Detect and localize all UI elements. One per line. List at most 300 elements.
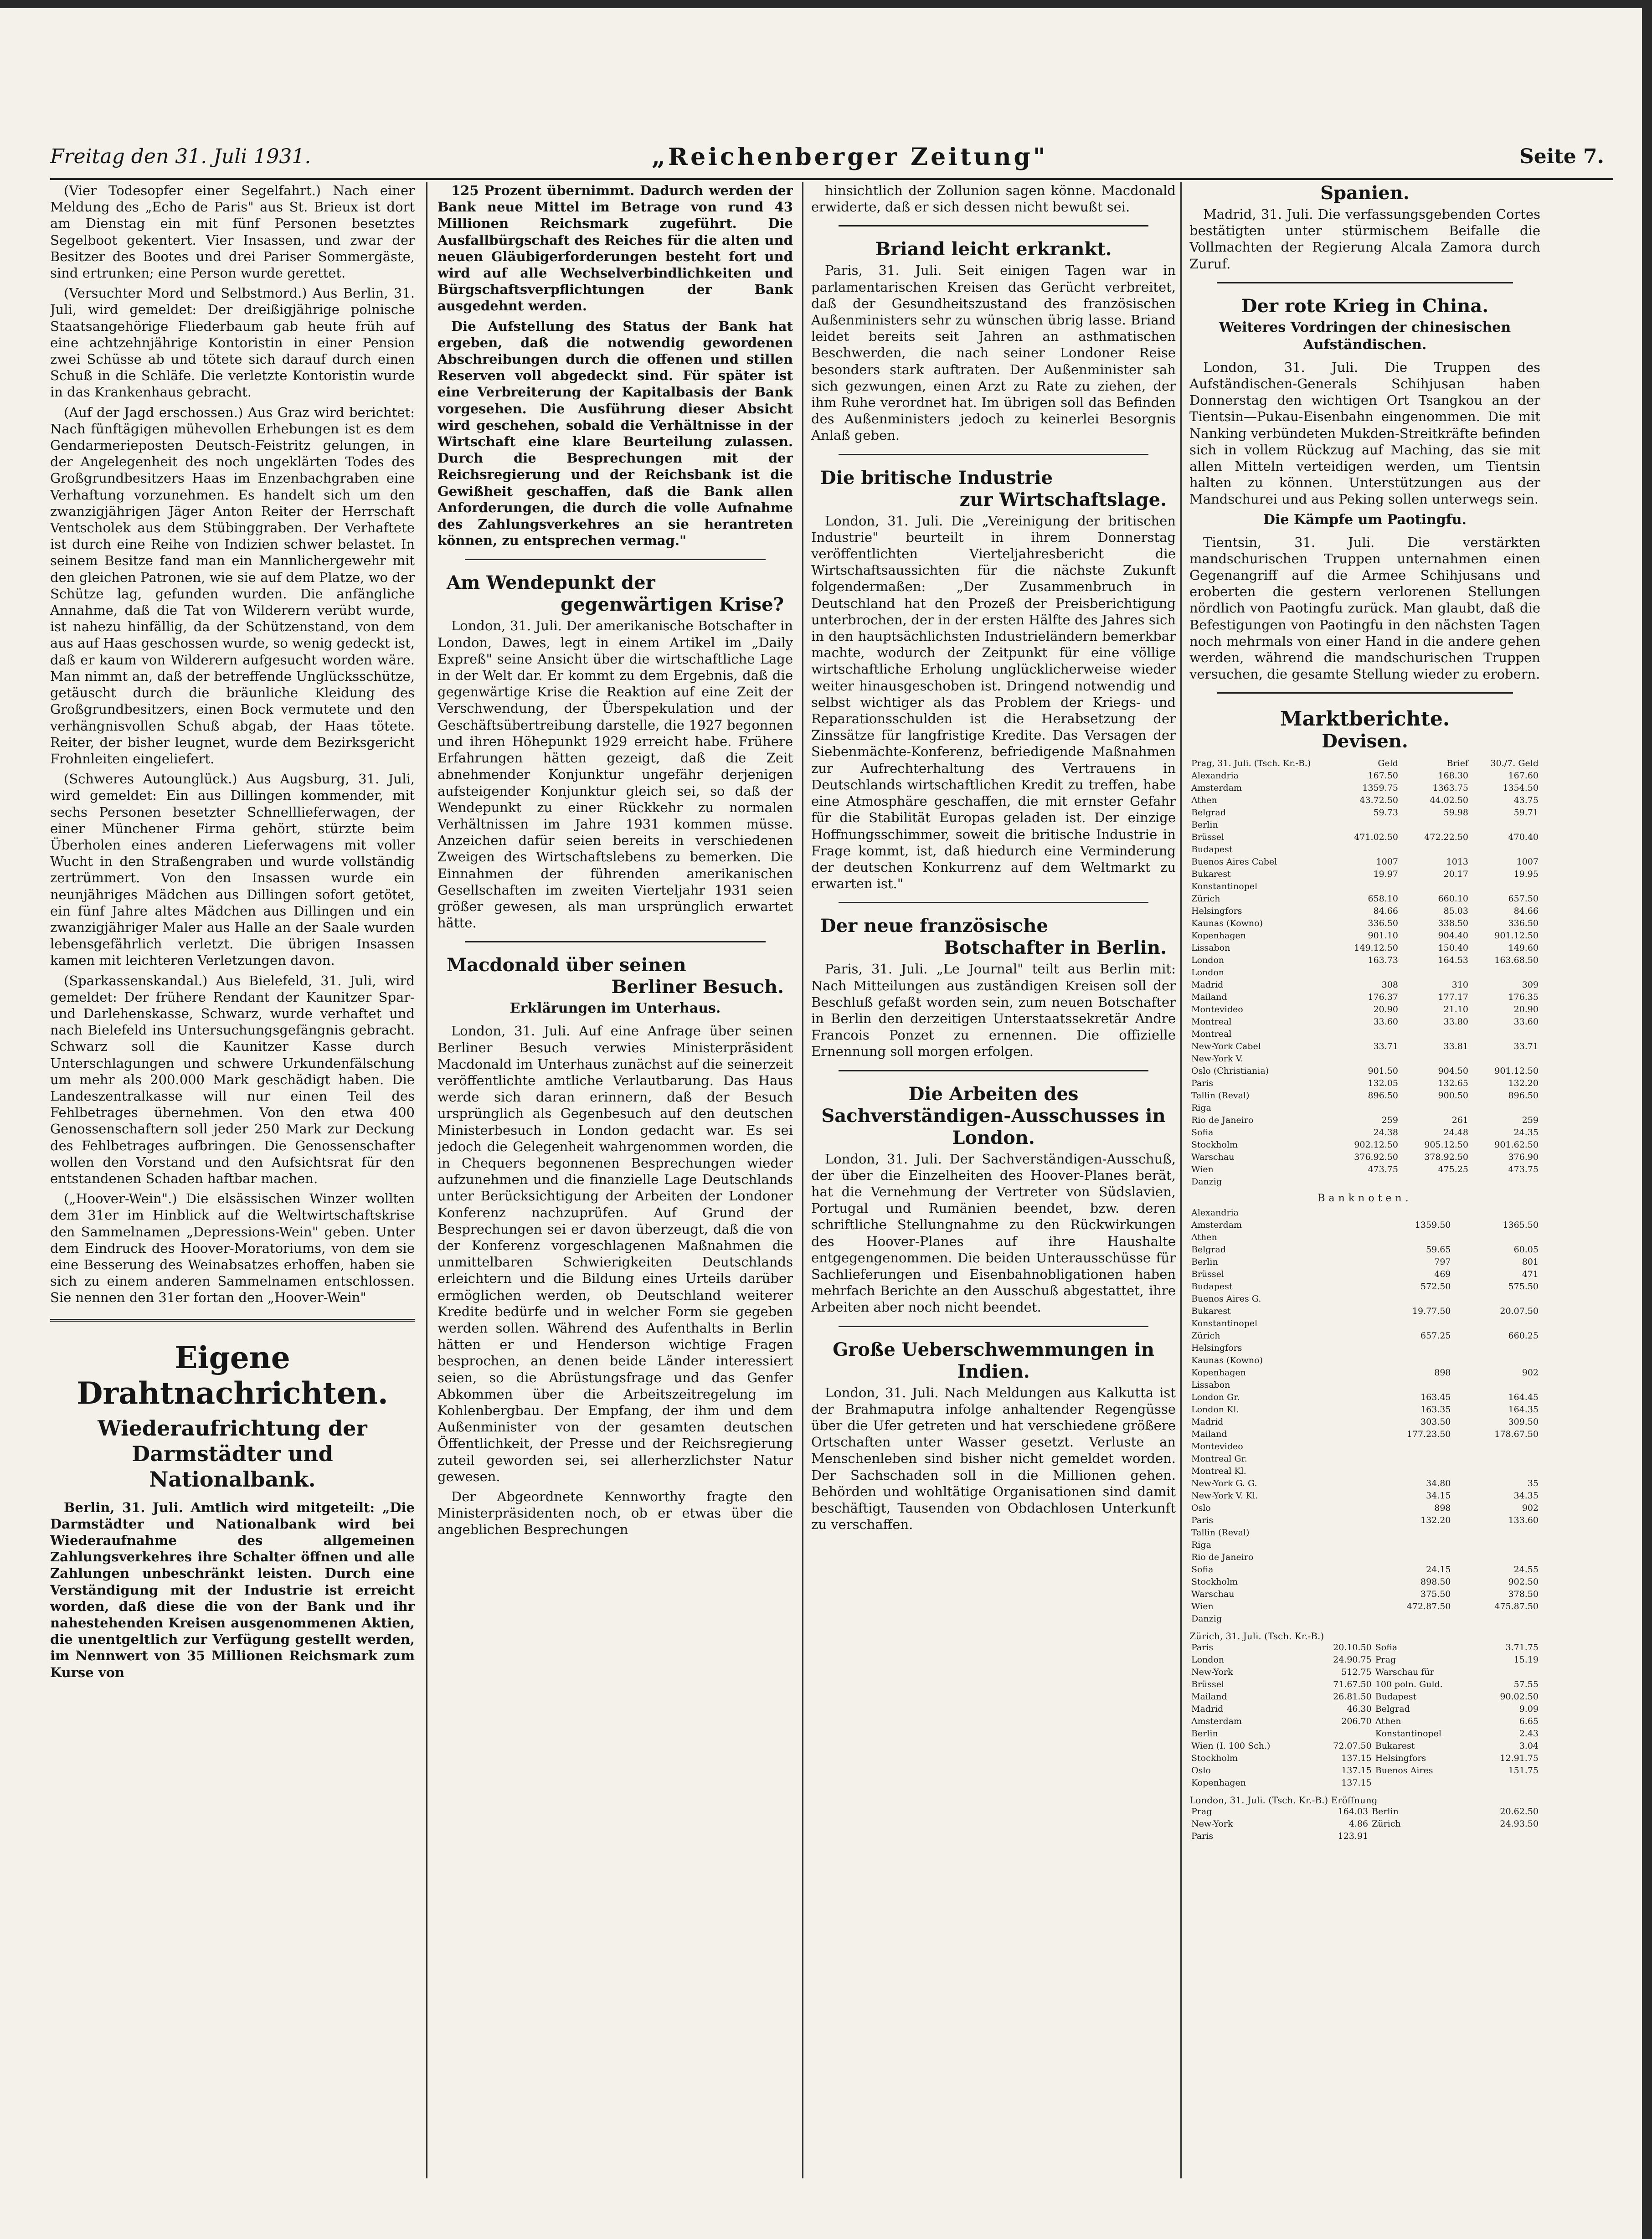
table-cell: Paris (1191, 1831, 1214, 1842)
table-cell: Tallin (Reval) (1191, 1528, 1250, 1538)
devisen-table (1189, 757, 1540, 1188)
table-cell: Brüssel (1191, 832, 1225, 843)
table-cell (1330, 1028, 1400, 1040)
table-cell: Danzig (1191, 1177, 1222, 1187)
table-cell: Zürich (1372, 1819, 1401, 1829)
table-cell: 310 (1451, 980, 1468, 990)
table-cell: 472.22.50 (1424, 832, 1468, 843)
devisen-row (1189, 807, 1540, 819)
table-cell: 24.55 (1513, 1565, 1539, 1575)
table-cell: Mailand (1191, 992, 1227, 1003)
table-cell: Kopenhagen (1191, 1368, 1246, 1378)
table-cell: 904.50 (1438, 1066, 1468, 1076)
table-cell: 473.75 (1508, 1164, 1539, 1175)
table-cell: 905.12.50 (1424, 1140, 1468, 1150)
table-cell: 33.71 (1513, 1041, 1539, 1052)
table-cell: Amsterdam (1191, 783, 1242, 793)
table-cell: Montreal (1191, 1017, 1232, 1027)
article-darmstaedter-status: Die Aufstellung des Status der Bank hat ergeben, daß die notwendig gewordenen Abschreibungen durch die offenen und stillen Reserven voll abgedeckt sind. Für später ist eine Verbreiterung der Kapitalbasis der Bank vorgesehen. Die Ausführung dieser Absicht wird geschehen, sobald die Verhältnisse in der Wirtschaft eine klare Beurteilung zulassen. Durch die Besprechungen mit der Reichsregierung und der Reichsbank ist die Gewißheit geschaffen, daß die Bank allen Anforderungen, die durch die volle Aufnahme des Zahlungsverkehres an sie herantreten können, zu entsprechen vermag." (437, 318, 793, 549)
table-cell: Lissabon (1191, 1380, 1230, 1390)
table-cell: 20.17 (1443, 869, 1468, 880)
table-cell: Kopenhagen (1191, 931, 1246, 941)
table-cell: Zürich (1191, 894, 1220, 904)
table-cell: 896.50 (1508, 1091, 1539, 1101)
devisen-row (1189, 917, 1540, 930)
table-cell: 1363.75 (1432, 783, 1468, 793)
london-row (1189, 1818, 1540, 1830)
table-cell: Berlin (1191, 1257, 1218, 1267)
table-cell: 164.45 (1508, 1392, 1539, 1403)
table-cell: 33.60 (1373, 1017, 1398, 1027)
table-cell: 901.10 (1368, 931, 1398, 941)
table-cell: 904.40 (1438, 931, 1468, 941)
devisen-row (1189, 856, 1540, 868)
table-cell: 46.30 (1347, 1704, 1372, 1714)
table-cell: 59.65 (1426, 1245, 1451, 1255)
banknoten-row (1189, 1613, 1540, 1625)
table-cell: 378.50 (1508, 1589, 1539, 1600)
banknoten-row (1189, 1441, 1540, 1453)
divider (839, 1070, 1148, 1071)
table-cell: Oslo (Christiania) (1191, 1066, 1269, 1076)
divider (839, 454, 1148, 455)
table-cell: 660.10 (1438, 894, 1468, 904)
article-botschafter: Paris, 31. Juli. „Le Journal" teilt aus Berlin mit: Nach Mitteilungen aus zuständigen Kreisen soll der Beschluß gefaßt worden sein, zum neuen Botschafter in Berlin den derzeitigen Unterstaatssekretär Andre Francois Ponzet zu ernennen. Die offizielle Ernennung soll morgen erfolgen. (811, 961, 1176, 1060)
article-wendepunkt: London, 31. Juli. Der amerikanische Botschafter in London, Dawes, legt in einem Artikel im „Daily Expreß" seine Ansicht über die wirtschaftliche Lage in der Welt dar. Er kommt zu dem Ergebnis, daß die gegenwärtige Krise die Reaktion auf eine Zeit der Verschwendung, der Überspekulation und der Geschäftsübertreibung darstelle, die 1927 begonnen und ihren Höhepunkt 1929 erreicht habe. Frühere Erfahrungen hätten gezeigt, daß die Zeit abnehmender Konjunktur ungefähr derjenigen aufsteigender Konjunktur gleich sei, so daß der Wendepunkt zu einer Rückkehr zu normalen Verhältnissen im Jahre 1931 kommen müsse. Anzeichen dafür seien bereits in verschiedenen Zweigen des Wirtschaftslebens zu bemerken. Die Einnahmen der führenden amerikanischen Gesellschaften im zweiten Vierteljahr 1931 seien größer gewesen, als man ursprünglich erwartet hätte. (437, 618, 793, 931)
table-cell: 21.10 (1443, 1004, 1468, 1015)
table-cell: Athen (1191, 795, 1217, 806)
table-cell: 901.50 (1368, 1066, 1398, 1076)
table-cell (1478, 1666, 1540, 1678)
table-cell: 336.50 (1368, 918, 1398, 929)
table-cell: 375.50 (1420, 1589, 1451, 1600)
table-cell: Danzig (1191, 1614, 1222, 1624)
table-cell: 259 (1381, 1115, 1398, 1126)
table-cell: 376.92.50 (1354, 1152, 1398, 1163)
article-ueberschwemmungen: London, 31. Juli. Nach Meldungen aus Kalkutta ist der Brahmaputra infolge anhaltender Regengüsse über die Ufer getreten und hat verschiedene größere Ortschaften unter Wasser gesetzt. Verluste an Menschenleben sind bisher nicht gemeldet worden. Der Sachschaden soll in die Millionen gehen. Behörden und wohltätige Organisationen sind damit beschäftigt, Tausenden von Obdachlosen Unterkunft zu verschaffen. (811, 1385, 1176, 1533)
table-cell: Wien (I. 100 Sch.) (1191, 1741, 1271, 1751)
subheadline-unterhaus: Erklärungen im Unterhaus. (509, 1000, 721, 1017)
banknoten-row (1189, 1354, 1540, 1367)
table-cell (1400, 880, 1470, 893)
table-cell: 1007 (1516, 857, 1539, 867)
table-cell: 901.12.50 (1494, 931, 1539, 941)
table-cell: 149.12.50 (1354, 943, 1398, 953)
banknoten-row (1189, 1379, 1540, 1391)
table-cell: Montevideo (1191, 1441, 1243, 1452)
devisen-row (1189, 1139, 1540, 1151)
banknoten-row (1189, 1576, 1540, 1588)
table-cell: 20.90 (1513, 1004, 1539, 1015)
zurich-row (1189, 1715, 1540, 1728)
devisen-row (1189, 1176, 1540, 1188)
table-cell: 20.62.50 (1500, 1807, 1539, 1817)
table-cell (1400, 1102, 1470, 1114)
table-cell: 378.92.50 (1424, 1152, 1468, 1163)
devisen-row (1189, 1004, 1540, 1016)
table-cell: 206.70 (1341, 1716, 1372, 1727)
table-cell: 20.90 (1373, 1004, 1398, 1015)
banknoten-row (1189, 1502, 1540, 1514)
table-cell: 123.91 (1338, 1831, 1369, 1842)
table-cell: 902.50 (1508, 1577, 1539, 1587)
banknoten-row (1189, 1305, 1540, 1318)
table-cell: 901.12.50 (1494, 1066, 1539, 1076)
table-cell: 376.90 (1508, 1152, 1539, 1163)
table-cell (1330, 1102, 1400, 1114)
banknoten-row (1189, 1281, 1540, 1293)
table-cell: New-York V. (1191, 1054, 1243, 1064)
table-cell (1453, 1342, 1541, 1354)
table-cell: Alexandria (1191, 771, 1239, 781)
table-cell: Wien (1191, 1164, 1214, 1175)
devisen-row (1189, 1016, 1540, 1028)
table-cell: 657.50 (1508, 894, 1539, 904)
table-cell: 43.72.50 (1359, 795, 1398, 806)
table-cell: Konstantinopel (1191, 1318, 1258, 1329)
divider (50, 1319, 415, 1322)
table-cell (1365, 1441, 1453, 1453)
headline-spanien: Spanien. (1320, 182, 1410, 204)
devisen-row (1189, 1077, 1540, 1090)
table-cell: London (1191, 955, 1225, 966)
table-cell: Lissabon (1191, 943, 1230, 953)
table-cell: 472.87.50 (1406, 1601, 1451, 1612)
table-cell: Kaunas (Kowno) (1191, 918, 1263, 929)
table-cell (1330, 967, 1400, 979)
table-cell: 163.68.50 (1494, 955, 1539, 966)
table-cell: 85.03 (1443, 906, 1468, 916)
devisen-row (1189, 880, 1540, 893)
article-hoover-wein: („Hoover-Wein".) Die elsässischen Winzer wollten dem 31er im Hinblick auf die Weltwirtschaftskrise den Sammelnamen „Depressions-Wein" geben. Unter dem Eindruck des Hoover-Moratoriums, von dem sie eine Besserung des Weinabsatzes erhoffen, haben sie sich zu einem anderen Sammelnamen entschlossen. Sie nennen den 31er fortan den „Hoover-Wein" (50, 1191, 415, 1306)
table-cell: 471.02.50 (1354, 832, 1398, 843)
column-rule (802, 182, 803, 2178)
table-cell (1365, 1342, 1453, 1354)
table-cell (1365, 1354, 1453, 1367)
banknoten-row (1189, 1539, 1540, 1551)
table-cell: 902.12.50 (1354, 1140, 1398, 1150)
table-cell: 43.75 (1513, 795, 1539, 806)
table-cell: 19.97 (1373, 869, 1398, 880)
table-cell (1470, 1053, 1540, 1065)
banknoten-row (1189, 1219, 1540, 1231)
devisen-row (1189, 893, 1540, 905)
table-cell: 90.02.50 (1500, 1692, 1539, 1702)
headline-briand: Briand leicht erkrankt. (875, 238, 1112, 260)
table-cell (1330, 880, 1400, 893)
article-macdonald: London, 31. Juli. Auf eine Anfrage über seinen Berliner Besuch verwies Ministerpräsident Macdonald im Unterhaus zunächst auf die seinerzeit veröffentlichte amtliche Verlautbarung. Das Haus werde sich daran erinnern, daß der Besuch ursprünglich als Gegenbesuch auf den deutschen Ministerbesuch in London gedacht war. Es sei jedoch die Gelegenheit wahrgenommen worden, die in Chequers begonnenen Besprechungen wieder aufzunehmen und die finanzielle Lage Deutschlands unter Berücksichtigung der Arbeiten der Londoner Konferenz nachzuprüfen. Auf Grund der Besprechungen sei er davon überzeugt, daß die von der Konferenz vorgeschlagenen Maßnahmen die unmittelbaren Schwierigkeiten Deutschlands erleichtern und die Bildung eines Urteils darüber ermöglichen werden, ob Deutschland weiterer Kredite bedürfe und in welcher Form sie gegeben werden sollen. Während des Aufenthalts in Berlin hätten er und Henderson wichtige Fragen besprochen, an denen beide Länder interessiert seien, so die Abrüstungsfrage und das Genfer Abkommen über die Arbeitszeitregelung im Kohlenbergbau. Der Empfang, der ihm und dem Außenminister von der gesamten deutschen Öffentlichkeit, der Presse und der Reichsregierung zuteil geworden sei, sei allerherzlichster Natur gewesen. (437, 1023, 793, 1484)
table-cell: 132.05 (1368, 1078, 1398, 1089)
zurich-row (1189, 1654, 1540, 1666)
table-cell: 20.10.50 (1333, 1642, 1372, 1653)
table-cell: Athen (1375, 1716, 1401, 1727)
banknoten-row (1189, 1453, 1540, 1465)
divider (1217, 282, 1513, 283)
table-cell: Montreal Kl. (1191, 1466, 1246, 1477)
table-cell: 24.93.50 (1500, 1819, 1539, 1829)
article-spanien: Madrid, 31. Juli. Die verfassungsgebenden Cortes bestätigten unter stürmischem Beifalle die Vollmachten der Regierung Alcala Zamora durch Zuruf. (1189, 206, 1540, 272)
divider (839, 1326, 1148, 1327)
table-cell: 801 (1522, 1257, 1539, 1267)
devisen-row (1189, 1163, 1540, 1176)
table-cell: 898 (1434, 1503, 1451, 1513)
table-cell: New-York (1191, 1819, 1233, 1829)
table-cell (1453, 1207, 1541, 1219)
table-cell: 164.53 (1438, 955, 1468, 966)
section-title: Eigene Drahtnachrichten. (77, 1339, 388, 1411)
table-cell (1400, 1028, 1470, 1040)
table-cell: Montreal Gr. (1191, 1454, 1247, 1464)
table-cell: Mailand (1191, 1692, 1227, 1702)
table-cell: Helsingfors (1191, 906, 1242, 916)
market-subtitle: Devisen. (1322, 731, 1408, 752)
table-cell: 1007 (1376, 857, 1398, 867)
table-cell: Prag (1191, 1807, 1212, 1817)
banknoten-row (1189, 1293, 1540, 1305)
table-cell: Athen (1191, 1232, 1217, 1243)
devisen-row (1189, 930, 1540, 942)
table-cell (1453, 1613, 1541, 1625)
table-cell: 33.81 (1443, 1041, 1468, 1052)
table-cell: Amsterdam (1191, 1716, 1242, 1727)
table-cell (1453, 1527, 1541, 1539)
table-cell: New-York V. Kl. (1191, 1491, 1258, 1501)
table-cell: 19.95 (1513, 869, 1539, 880)
table-cell: 24.38 (1373, 1127, 1398, 1138)
table-cell: 164.35 (1508, 1405, 1539, 1415)
banknoten-row (1189, 1256, 1540, 1268)
article-jagd: (Auf der Jagd erschossen.) Aus Graz wird berichtet: Nach fünftägigen mühevollen Erhebungen ist es dem Gendarmerieposten Deutsch-Feistritz gelungen, in der Angelegenheit des noch ungeklärten Todes des Großgrundbesitzers Haas im Enzenbachgraben eine Verhaftung vorzunehmen. Es handelt sich um den zwanzigjährigen Jäger Anton Reiter der Herrschaft Ventscholek aus dem Stübinggraben. Der Verhaftete ist durch eine Reihe von Indizien schwer belastet. In seinem Besitze fand man ein Mannlichergewehr mit den gleichen Patronen, wie sie auf dem Platze, wo der Schütze lag, gefunden wurden. Die anfängliche Annahme, daß die Tat von Wilderern verübt wurde, ist nahezu hinfällig, da der Schützenstand, von dem aus auf Haas geschossen wurde, so wenig gedeckt ist, daß er kaum von Wilderern aufgesucht worden wäre. Man nimmt an, daß der betreffende Unglücksschütze, getäuscht durch die bräunliche Kleidung des Großgrundbesitzers, einen Bock vermutete und den verhängnisvollen Schuß abgab, der Haas tötete. Reiter, der bisher leugnet, wurde dem Bezirksgericht Frohnleiten eingeliefert. (50, 404, 415, 767)
table-cell (1330, 1053, 1400, 1065)
table-cell: 133.60 (1508, 1515, 1539, 1526)
table-cell: Riga (1191, 1540, 1211, 1550)
zurich-header: Zürich, 31. Juli. (Tsch. Kr.-B.) (1189, 1631, 1324, 1642)
banknoten-row (1189, 1490, 1540, 1502)
table-cell (1400, 1053, 1470, 1065)
masthead: „Reichenberger Zeitung" (652, 143, 1048, 171)
zurich-row (1189, 1777, 1540, 1789)
table-cell (1400, 819, 1470, 831)
table-cell (1470, 1176, 1540, 1188)
table-cell: Belgrad (1191, 1245, 1226, 1255)
subheadline-paotingfu: Die Kämpfe um Paotingfu. (1263, 511, 1467, 528)
table-cell (1370, 1830, 1444, 1843)
table-cell: 24.35 (1513, 1127, 1539, 1138)
table-cell: 12.91.75 (1500, 1753, 1539, 1764)
table-cell (1453, 1441, 1541, 1453)
zurich-row (1189, 1728, 1540, 1740)
table-cell: Sofia (1375, 1642, 1398, 1653)
table-cell (1365, 1527, 1453, 1539)
table-cell (1453, 1354, 1541, 1367)
devisen-row (1189, 1090, 1540, 1102)
table-cell: Warschau (1191, 1152, 1235, 1163)
table-cell: Alexandria (1191, 1208, 1239, 1218)
table-cell (1365, 1293, 1453, 1305)
table-cell: Buenos Aires (1375, 1765, 1433, 1776)
table-cell: 84.66 (1513, 906, 1539, 916)
table-cell: 6.65 (1519, 1716, 1539, 1727)
table-cell: 34.80 (1426, 1478, 1451, 1489)
table-cell: 100 poln. Guld. (1375, 1679, 1443, 1690)
table-cell: Belgrad (1375, 1704, 1410, 1714)
table-cell (1470, 844, 1540, 856)
table-cell: 33.60 (1513, 1017, 1539, 1027)
london-table (1189, 1806, 1540, 1843)
table-cell: 163.45 (1420, 1392, 1451, 1403)
devisen-row (1189, 794, 1540, 807)
banknoten-row (1189, 1551, 1540, 1564)
table-cell: 163.35 (1420, 1405, 1451, 1415)
table-cell (1374, 1777, 1478, 1789)
headline-ueberschwemmungen: Große Ueberschwemmungen in Indien. (833, 1338, 1154, 1382)
table-cell: 2.43 (1519, 1729, 1539, 1739)
banknoten-row (1189, 1367, 1540, 1379)
table-cell: 575.50 (1508, 1282, 1539, 1292)
devisen-row (1189, 770, 1540, 782)
devisen-row (1189, 844, 1540, 856)
table-cell (1365, 1453, 1453, 1465)
london-row (1189, 1830, 1540, 1843)
article-briand: Paris, 31. Juli. Seit einigen Tagen war in parlamentarischen Kreisen das Gerücht verbreitet, daß der Gesundheitszustand des französischen Außenministers sehr zu wünschen übrig lasse. Briand leidet bereits seit Jahren an asthmatischen Beschwerden, die nach seiner Londoner Reise besonders stark auftraten. Der Außenminister sah sich gezwungen, einen Arzt zu Rate zu ziehen, der ihm Ruhe verordnet hat. Im übrigen soll das Befinden des Außenministers jedoch zu keinerlei Besorgnis Anlaß geben. (811, 263, 1176, 443)
page-header (50, 137, 1613, 180)
table-cell: 475.87.50 (1494, 1601, 1539, 1612)
banknoten-row (1189, 1404, 1540, 1416)
devisen-row (1189, 819, 1540, 831)
table-cell: 84.66 (1373, 906, 1398, 916)
article-mord: (Versuchter Mord und Selbstmord.) Aus Berlin, 31. Juli, wird gemeldet: Der dreißigjährige polnische Staatsangehörige Fliederbaum gab heute früh auf eine achtzehnjährige Kontoristin in einer Pension zwei Schüsse ab und tötete sich darauf durch einen Schuß in die Schläfe. Die verletzte Kontoristin wurde in das Krankenhaus gebracht. (50, 285, 415, 400)
table-cell: Montreal (1191, 1029, 1232, 1040)
table-cell: London (1191, 1655, 1225, 1665)
table-cell: Riga (1191, 1103, 1211, 1113)
table-cell: 167.60 (1508, 771, 1539, 781)
table-cell: 658.10 (1368, 894, 1398, 904)
table-cell: Helsingfors (1375, 1753, 1426, 1764)
table-cell (1365, 1318, 1453, 1330)
table-cell: 261 (1451, 1115, 1468, 1126)
table-cell: Paris (1191, 1642, 1214, 1653)
table-cell: 259 (1522, 1115, 1539, 1126)
table-cell (1453, 1379, 1541, 1391)
banknoten-table (1189, 1207, 1540, 1625)
divider (465, 941, 766, 942)
devisen-row (1189, 1053, 1540, 1065)
table-cell: Buenos Aires G. (1191, 1294, 1261, 1304)
table-cell: 178.67.50 (1494, 1429, 1539, 1440)
table-cell: Budapest (1191, 1282, 1233, 1292)
table-cell: 4.86 (1348, 1819, 1369, 1829)
table-cell: 1359.75 (1362, 783, 1398, 793)
table-cell: Warschau (1191, 1589, 1235, 1600)
banknoten-row (1189, 1244, 1540, 1256)
table-cell (1453, 1453, 1541, 1465)
table-cell: Madrid (1191, 1704, 1224, 1714)
banknoten-row (1189, 1465, 1540, 1477)
headline-sachverstaendige: Die Arbeiten des Sachverständigen-Ausschusses in London. (821, 1083, 1166, 1148)
table-cell: 59.71 (1513, 808, 1539, 818)
table-cell: 137.15 (1341, 1753, 1372, 1764)
table-cell (1453, 1551, 1541, 1564)
table-cell: London Gr. (1191, 1392, 1240, 1403)
table-cell (1453, 1293, 1541, 1305)
table-cell: Kaunas (Kowno) (1191, 1355, 1263, 1366)
table-cell: 176.37 (1368, 992, 1398, 1003)
headline-botschafter: Der neue französische Botschafter in Berlin. (820, 915, 1167, 959)
table-cell (1330, 844, 1400, 856)
table-cell: 132.65 (1438, 1078, 1468, 1089)
table-cell: 151.75 (1508, 1765, 1539, 1776)
banknoten-row (1189, 1588, 1540, 1601)
table-cell (1400, 844, 1470, 856)
devisen-row (1189, 1102, 1540, 1114)
table-cell: Warschau für (1375, 1667, 1434, 1678)
table-cell: 19.77.50 (1412, 1306, 1451, 1317)
table-cell (1330, 819, 1400, 831)
table-cell: Paris (1191, 1078, 1214, 1089)
table-cell (1470, 1028, 1540, 1040)
table-cell: 132.20 (1420, 1515, 1451, 1526)
table-cell: 9.09 (1519, 1704, 1539, 1714)
devisen-row (1189, 1040, 1540, 1053)
table-cell: Madrid (1191, 1417, 1224, 1427)
table-cell: 475.25 (1438, 1164, 1468, 1175)
table-cell: 44.02.50 (1430, 795, 1468, 806)
article-sparkasse: (Sparkassenskandal.) Aus Bielefeld, 31. Juli, wird gemeldet: Der frühere Rendant der Kaunitzer Spar- und Darlehenskasse, Schwarz, wurde verhaftet und nach Bielefeld ins Untersuchungsgefängnis gebracht. Schwarz soll die Kaunitzer Kasse durch Unterschlagungen und schwere Urkundenfälschung um mehr als 200.000 Mark geschädigt haben. Die Landeszentralkasse will nur einen Teil des Fehlbetrages übernehmen. Von den etwa 400 Genossenschaftern soll jeder 250 Mark zur Deckung des Fehlbetrages aufbringen. Die Genossenschafter wollen den Vorstand und den Aufsichtsrat für den entstandenen Schaden haftbar machen. (50, 973, 415, 1186)
banknoten-row (1189, 1342, 1540, 1354)
table-cell: 34.35 (1513, 1491, 1539, 1501)
table-cell (1453, 1465, 1541, 1477)
table-cell: 896.50 (1368, 1091, 1398, 1101)
table-cell: 470.40 (1508, 832, 1539, 843)
table-cell: 57.55 (1513, 1679, 1539, 1690)
table-cell: 33.80 (1443, 1017, 1468, 1027)
table-cell (1365, 1207, 1453, 1219)
devisen-row (1189, 831, 1540, 844)
table-cell: Kopenhagen (1191, 1778, 1246, 1788)
banknoten-row (1189, 1416, 1540, 1428)
scan-edge-top (0, 0, 1652, 8)
devisen-row (1189, 942, 1540, 954)
devisen-row (1189, 905, 1540, 917)
table-cell: Buenos Aires Cabel (1191, 857, 1277, 867)
table-cell: 33.71 (1373, 1041, 1398, 1052)
table-cell: Zürich (1191, 1331, 1220, 1341)
article-china: London, 31. Juli. Die Truppen des Aufständischen-Generals Schihjusan haben Donnerstag den wichtigen Ort Tsangkou an der Tientsin—Pukau-Eisenbahn eingenommen. Die mit Nanking verbündeten Mukden-Streitkräfte befinden sich in vollem Rückzug auf Maching, das sie mit allen Mitteln verteidigen werden, um Tientsin halten zu können. Unterstützungen aus der Mandschurei und aus Peking sollen unterwegs sein. (1189, 359, 1540, 507)
banknoten-row (1189, 1564, 1540, 1576)
table-cell (1400, 967, 1470, 979)
table-cell: Konstantinopel (1375, 1729, 1441, 1739)
column-rule (1180, 182, 1182, 2178)
table-cell: Oslo (1191, 1765, 1211, 1776)
table-cell: 15.19 (1513, 1655, 1539, 1665)
table-cell (1365, 1465, 1453, 1477)
market-title: Marktberichte. (1280, 707, 1450, 731)
table-cell: 660.25 (1508, 1331, 1539, 1341)
article-britische-industrie: London, 31. Juli. Die „Vereinigung der britischen Industrie" beurteilt in ihrem Donnerstag veröffentlichten Vierteljahresbericht die Wirtschaftsaussichten für die nächste Zukunft folgendermaßen: „Der Zusammenbruch in Deutschland hat den Prozeß der Preisberichtigung unterbrochen, der in der ersten Hälfte des Jahres sich in den hauptsächlichsten Industrieländern bemerkbar machte, wodurch der Zeitpunkt für eine völlige wirtschaftliche Erholung unglücklicherweise wieder weiter hinausgeschoben ist. Dringend notwendig und selbst wichtiger als das Problem der Kriegs- und Reparationsschulden ist die Herabsetzung der Zinssätze für langfristige Kredite. Das Versagen der Siebenmächte-Konferenz, befriedigende Maßnahmen zur Aufrechterhaltung des Vertrauens in Deutschlands wirtschaftlichen Kredit zu treffen, habe eine Atmosphäre geschaffen, die mit ernster Gefahr für die Stabilität Europas geladen ist. Der einzige Hoffnungsschimmer, soweit die britische Industrie in Frage kommt, ist, daß hiedurch eine Verminderung der deutschen Konkurrenz auf dem Weltmarkt zu erwarten ist." (811, 513, 1176, 892)
banknoten-row (1189, 1514, 1540, 1527)
article-zollunion-cont: hinsichtlich der Zollunion sagen könne. Macdonald erwiderte, daß er sich dessen nicht bewußt sei. (811, 183, 1176, 215)
table-cell (1470, 967, 1540, 979)
article-paotingfu: Tientsin, 31. Juli. Die verstärkten mandschurischen Truppen unternahmen einen Gegenangriff auf die Armee Schihjusans und eroberten die gestern verlorenen Stellungen nördlich von Paotingfu zurück. Man glaubt, daß die Befestigungen von Paotingfu in den nächsten Tagen noch mehrmals von einer Hand in die andere gehen werden, während die mandschurischen Truppen versuchen, die gesamte Stellung wieder zu erobern. (1189, 534, 1540, 682)
table-cell: 471 (1522, 1269, 1539, 1280)
table-cell: 132.20 (1508, 1078, 1539, 1089)
headline-macdonald: Macdonald über seinen Berliner Besuch. (447, 954, 784, 998)
table-cell: 902 (1522, 1503, 1539, 1513)
table-cell (1470, 819, 1540, 831)
devisen-row (1189, 1127, 1540, 1139)
banknoten-label: Banknoten. (1317, 1193, 1412, 1204)
table-cell: 24.48 (1443, 1127, 1468, 1138)
